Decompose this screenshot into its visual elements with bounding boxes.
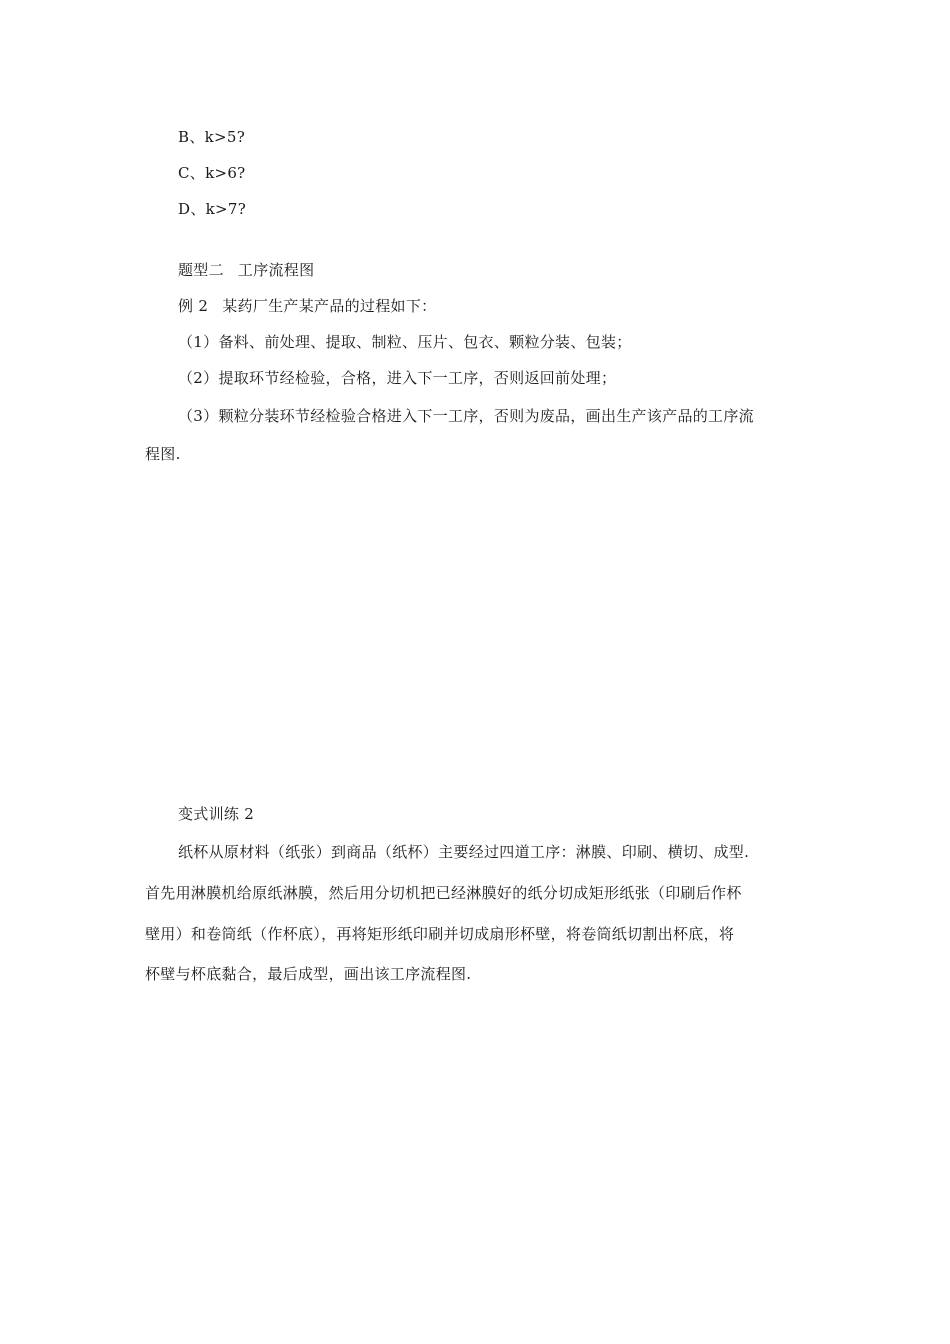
- section-type-label: 题型二: [178, 261, 224, 279]
- step-3: （3）颗粒分装环节经检验合格进入下一工序，否则为废品，画出生产该产品的工序流: [178, 407, 754, 425]
- example-intro: 某药厂生产某产品的过程如下：: [222, 297, 437, 315]
- option-b: B、k>5?: [178, 128, 246, 146]
- option-d: D、k>7?: [178, 200, 247, 218]
- step-1: （1）备料、前处理、提取、制粒、压片、包衣、颗粒分装、包装；: [178, 333, 632, 351]
- section-heading: [178, 260, 314, 280]
- section-type-name: 工序流程图: [237, 261, 315, 279]
- variant-title: 变式训练 2: [178, 805, 255, 823]
- variant-line-3: 壁用）和卷筒纸（作杯底），再将矩形纸印刷并切成扇形杯壁，将卷筒纸切割出杯底，将: [145, 925, 735, 943]
- variant-line-1: 纸杯从原材料（纸张）到商品（纸杯）主要经过四道工序：淋膜、印刷、横切、成型.: [178, 843, 750, 861]
- option-c: C、k>6?: [178, 164, 246, 182]
- variant-line-2: 首先用淋膜机给原纸淋膜，然后用分切机把已经淋膜好的纸分切成矩形纸张（印刷后作杯: [145, 884, 742, 902]
- step-3-continuation: 程图.: [145, 445, 181, 463]
- step-2: （2）提取环节经检验，合格，进入下一工序，否则返回前处理；: [178, 369, 617, 387]
- variant-line-4: 杯壁与杯底黏合，最后成型，画出该工序流程图.: [145, 965, 472, 983]
- example-heading: [178, 296, 436, 316]
- example-label: 例 2: [178, 297, 209, 315]
